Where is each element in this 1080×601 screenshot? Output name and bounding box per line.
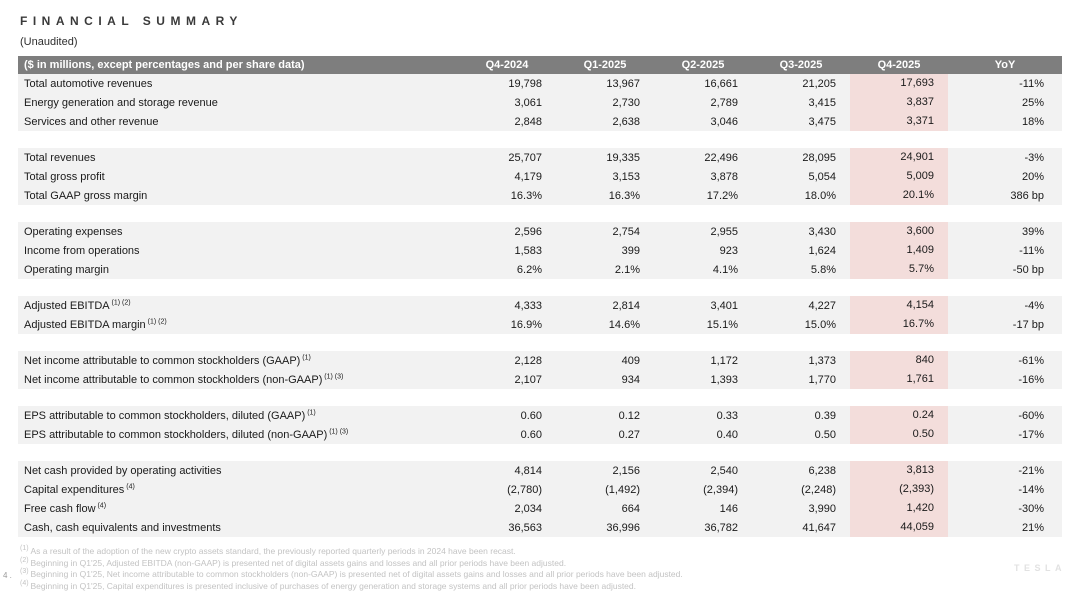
table-row (18, 351, 1062, 370)
cell-q3-2025: 41,647 (802, 521, 836, 534)
cell-yoy: -11% (1019, 77, 1044, 90)
cell-q1-2025: 14.6% (608, 318, 640, 331)
cell-q4-2024: 2,596 (514, 225, 542, 238)
row-label: Adjusted EBITDA margin $^{(1) (2)}$ (24, 317, 167, 331)
cell-yoy: -30% (1018, 502, 1044, 515)
cell-q1-2025: 2,754 (612, 225, 640, 238)
table-body (18, 74, 1062, 537)
row-label: Capital expenditures $^{(4)}$ (24, 482, 135, 496)
row-label: EPS attributable to common stockholders, diluted (GAAP) $^{(1)}$ (24, 408, 316, 422)
cell-yoy: -17 bp (1012, 318, 1044, 331)
cell-q4-2025: 1,409 (850, 241, 948, 260)
row-label: Operating expenses (24, 225, 123, 238)
cell-q4-2024: 3,061 (514, 96, 542, 109)
column-header-q4-2025: Q4-2025 (877, 59, 921, 71)
cell-q4-2024: (2,780) (507, 483, 542, 496)
table-row (18, 186, 1062, 205)
cell-q4-2024: 16.3% (510, 189, 542, 202)
row-label: Net income attributable to common stockholders (GAAP) $^{(1)}$ (24, 353, 311, 367)
cell-q3-2025: 3,430 (808, 225, 836, 238)
cell-q2-2025: 17.2% (706, 189, 738, 202)
cell-q2-2025: 4.1% (712, 263, 738, 276)
table-units-label: ($ in millions, except percentages and per share data) (24, 59, 305, 71)
cell-yoy: 21% (1021, 521, 1044, 534)
cell-q4-2025: 3,813 (850, 461, 948, 480)
cell-q2-2025: 923 (719, 244, 738, 257)
cell-yoy: 20% (1021, 170, 1044, 183)
cell-yoy: 386 bp (1010, 189, 1044, 202)
page-subtitle: (Unaudited) (20, 36, 78, 48)
table-row (18, 222, 1062, 241)
page-number: 4 . (3, 571, 12, 580)
cell-q4-2025: 20.1% (850, 186, 948, 205)
cell-q4-2025: 5.7% (850, 260, 948, 279)
table-row (18, 461, 1062, 480)
row-label: Free cash flow $^{(4)}$ (24, 501, 107, 515)
column-header-q2-2025: Q2-2025 (681, 59, 725, 71)
cell-q4-2025: (2,393) (850, 480, 948, 499)
cell-q1-2025: 399 (621, 244, 640, 257)
table-row (18, 74, 1062, 93)
cell-q3-2025: 1,624 (808, 244, 836, 257)
row-label: Services and other revenue (24, 115, 159, 128)
cell-q1-2025: (1,492) (605, 483, 640, 496)
cell-yoy: -3% (1024, 151, 1044, 164)
tesla-watermark: TESLA (1013, 563, 1066, 573)
group-gap (18, 389, 1062, 406)
column-header-q1-2025: Q1-2025 (583, 59, 627, 71)
cell-yoy: -11% (1019, 244, 1044, 257)
row-label: Net income attributable to common stockholders (non-GAAP) $^{(1) (3)}$ (24, 372, 344, 386)
row-label: Net cash provided by operating activities (24, 464, 222, 477)
footnote: $^{(1)}$ As a result of the adoption of the new crypto assets standard, the previously reported quarterly periods in 2024 have been recast. (20, 545, 516, 556)
cell-q4-2024: 2,128 (514, 354, 542, 367)
cell-q4-2025: 1,420 (850, 499, 948, 518)
cell-q4-2024: 4,179 (514, 170, 542, 183)
cell-q3-2025: 15.0% (804, 318, 836, 331)
cell-q2-2025: 146 (719, 502, 738, 515)
cell-q1-2025: 2,638 (612, 115, 640, 128)
cell-yoy: 25% (1021, 96, 1044, 109)
cell-q4-2024: 2,848 (514, 115, 542, 128)
row-label: Adjusted EBITDA $^{(1) (2)}$ (24, 298, 131, 312)
cell-q4-2025: 1,761 (850, 370, 948, 389)
cell-q1-2025: 934 (621, 373, 640, 386)
table-row (18, 167, 1062, 186)
cell-q4-2025: 0.24 (850, 406, 948, 425)
cell-q3-2025: 21,205 (802, 77, 836, 90)
cell-q3-2025: 1,373 (808, 354, 836, 367)
table-row (18, 425, 1062, 444)
cell-q1-2025: 2.1% (614, 263, 640, 276)
group-gap (18, 334, 1062, 351)
cell-q4-2025: 3,600 (850, 222, 948, 241)
cell-q2-2025: 1,393 (710, 373, 738, 386)
cell-q3-2025: 0.50 (814, 428, 836, 441)
cell-q4-2025: 44,059 (850, 518, 948, 537)
cell-q3-2025: 0.39 (814, 409, 836, 422)
cell-q2-2025: 2,789 (710, 96, 738, 109)
cell-q1-2025: 3,153 (612, 170, 640, 183)
cell-q1-2025: 2,156 (612, 464, 640, 477)
cell-q2-2025: 2,955 (710, 225, 738, 238)
table-row (18, 518, 1062, 537)
cell-q3-2025: (2,248) (801, 483, 836, 496)
cell-q4-2024: 25,707 (508, 151, 542, 164)
table-row (18, 148, 1062, 167)
row-label: Total revenues (24, 151, 96, 164)
cell-q2-2025: 3,878 (710, 170, 738, 183)
cell-q3-2025: 1,770 (808, 373, 836, 386)
cell-q2-2025: 3,401 (710, 299, 738, 312)
cell-q4-2025: 840 (850, 351, 948, 370)
table-row (18, 93, 1062, 112)
cell-q4-2025: 17,693 (850, 74, 948, 93)
page-title: FINANCIAL SUMMARY (20, 14, 243, 28)
cell-q2-2025: 15.1% (706, 318, 738, 331)
cell-q2-2025: 0.40 (716, 428, 738, 441)
cell-yoy: -21% (1018, 464, 1044, 477)
financial-summary-table (18, 56, 1062, 537)
cell-q4-2025: 3,837 (850, 93, 948, 112)
cell-q1-2025: 0.12 (618, 409, 640, 422)
cell-yoy: 18% (1021, 115, 1044, 128)
column-header-q4-2024: Q4-2024 (485, 59, 529, 71)
table-header-row (18, 56, 1062, 74)
cell-yoy: -16% (1018, 373, 1044, 386)
row-label: Total automotive revenues (24, 77, 153, 90)
cell-q3-2025: 4,227 (808, 299, 836, 312)
cell-q2-2025: 0.33 (716, 409, 738, 422)
cell-q1-2025: 36,996 (606, 521, 640, 534)
cell-q2-2025: 3,046 (710, 115, 738, 128)
cell-yoy: -14% (1018, 483, 1044, 496)
cell-q1-2025: 16.3% (608, 189, 640, 202)
cell-q3-2025: 28,095 (802, 151, 836, 164)
group-gap (18, 205, 1062, 222)
cell-yoy: -50 bp (1012, 263, 1044, 276)
cell-q4-2024: 4,814 (514, 464, 542, 477)
cell-q4-2025: 5,009 (850, 167, 948, 186)
cell-q4-2024: 6.2% (516, 263, 542, 276)
table-row (18, 370, 1062, 389)
table-row (18, 480, 1062, 499)
cell-yoy: 39% (1021, 225, 1044, 238)
cell-q3-2025: 5.8% (810, 263, 836, 276)
cell-q1-2025: 409 (621, 354, 640, 367)
group-gap (18, 131, 1062, 148)
cell-yoy: -17% (1018, 428, 1044, 441)
footnote: $^{(4)}$ Beginning in Q1'25, Capital expenditures is presented inclusive of purchases of energy generation and storage systems and all prior periods have been adjusted. (20, 579, 636, 591)
cell-q2-2025: 16,661 (704, 77, 738, 90)
row-label: Energy generation and storage revenue (24, 96, 218, 109)
cell-q3-2025: 5,054 (808, 170, 836, 183)
cell-q2-2025: 2,540 (710, 464, 738, 477)
cell-q4-2024: 16.9% (510, 318, 542, 331)
cell-q4-2024: 1,583 (514, 244, 542, 257)
cell-yoy: -4% (1024, 299, 1044, 312)
cell-q4-2025: 16.7% (850, 315, 948, 334)
group-gap (18, 444, 1062, 461)
footnote: $^{(3)}$ Beginning in Q1'25, Net income attributable to common stockholders (non-GAAP) is presented net of digital assets gains and losses and all prior periods have been adjusted. (20, 568, 683, 579)
cell-q4-2024: 2,107 (514, 373, 542, 386)
cell-q2-2025: 22,496 (704, 151, 738, 164)
cell-q1-2025: 2,730 (612, 96, 640, 109)
cell-q2-2025: (2,394) (703, 483, 738, 496)
cell-q3-2025: 3,990 (808, 502, 836, 515)
cell-q1-2025: 664 (621, 502, 640, 515)
cell-q1-2025: 0.27 (618, 428, 640, 441)
cell-q3-2025: 3,475 (808, 115, 836, 128)
table-row (18, 296, 1062, 315)
cell-q2-2025: 36,782 (704, 521, 738, 534)
cell-q3-2025: 18.0% (804, 189, 836, 202)
row-label: EPS attributable to common stockholders, diluted (non-GAAP) $^{(1) (3)}$ (24, 427, 349, 441)
table-row (18, 406, 1062, 425)
table-row (18, 499, 1062, 518)
cell-q1-2025: 13,967 (606, 77, 640, 90)
table-row (18, 112, 1062, 131)
cell-q4-2024: 4,333 (514, 299, 542, 312)
cell-q4-2024: 0.60 (520, 409, 542, 422)
row-label: Total GAAP gross margin (24, 189, 148, 202)
cell-q3-2025: 6,238 (808, 464, 836, 477)
cell-q3-2025: 3,415 (808, 96, 836, 109)
cell-yoy: -60% (1018, 409, 1044, 422)
row-label: Total gross profit (24, 170, 105, 183)
footnote: $^{(2)}$ Beginning in Q1'25, Adjusted EBITDA (non-GAAP) is presented net of digital assets gains and losses and all prior periods have been adjusted. (20, 556, 567, 568)
cell-q4-2025: 0.50 (850, 425, 948, 444)
table-row (18, 315, 1062, 334)
cell-q4-2024: 36,563 (508, 521, 542, 534)
cell-q4-2025: 4,154 (850, 296, 948, 315)
cell-q2-2025: 1,172 (710, 354, 738, 367)
row-label: Operating margin (24, 263, 109, 276)
cell-yoy: -61% (1018, 354, 1044, 367)
cell-q4-2024: 2,034 (514, 502, 542, 515)
table-row (18, 241, 1062, 260)
cell-q4-2024: 0.60 (520, 428, 542, 441)
column-header-q3-2025: Q3-2025 (779, 59, 823, 71)
group-gap (18, 279, 1062, 296)
row-label: Cash, cash equivalents and investments (24, 521, 221, 534)
footnotes (20, 546, 683, 592)
cell-q4-2025: 24,901 (850, 148, 948, 167)
column-header-yoy: YoY (994, 59, 1016, 71)
cell-q4-2025: 3,371 (850, 112, 948, 131)
row-label: Income from operations (24, 244, 140, 257)
cell-q1-2025: 2,814 (612, 299, 640, 312)
table-row (18, 260, 1062, 279)
cell-q1-2025: 19,335 (606, 151, 640, 164)
cell-q4-2024: 19,798 (508, 77, 542, 90)
